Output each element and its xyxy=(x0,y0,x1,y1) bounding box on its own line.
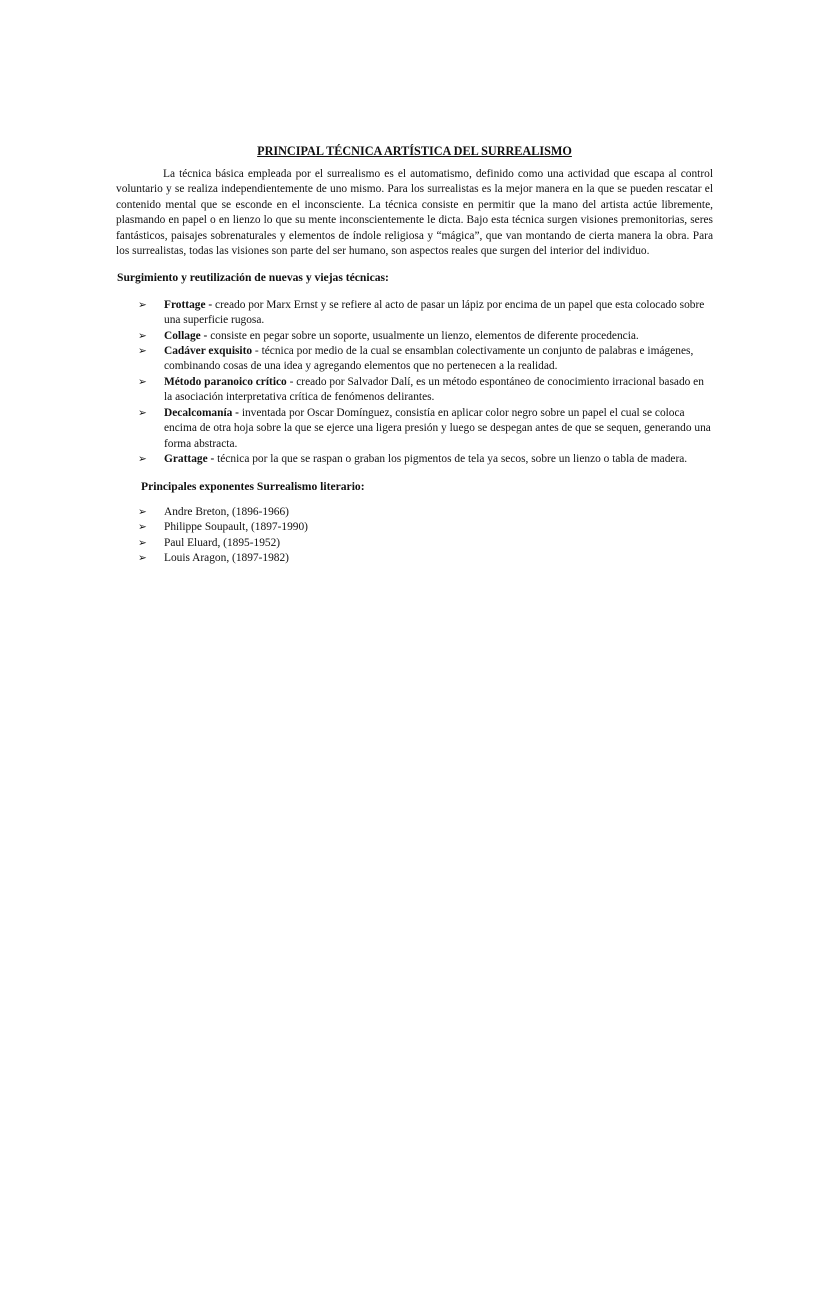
technique-description: - creado por Salvador Dalí, es un método espontáneo de conocimiento irracional basado en la asociación interpretativa crítica de fenómenos delirantes. xyxy=(164,375,704,404)
arrow-bullet-icon: ➢ xyxy=(138,406,147,419)
exponent-name: Paul Eluard, (1895-1952) xyxy=(164,536,281,549)
technique-item-metodo-paranoico xyxy=(116,375,713,406)
exponent-item xyxy=(116,505,713,520)
document-title: PRINCIPAL TÉCNICA ARTÍSTICA DEL SURREALISMO xyxy=(257,144,572,158)
technique-term: Grattage - xyxy=(164,452,215,465)
technique-term: Cadáver exquisito xyxy=(164,345,253,358)
technique-item-frottage xyxy=(116,298,713,329)
intro-paragraph: La técnica básica empleada por el surrealismo es el automatismo, definido como una actividad que escapa al control voluntario y se realiza independientemente de uno mismo. Para los surrealistas es la mejor manera en la que se pueden rescatar el contenido mental que se esconde en el inconsciente. La técnica consiste en permitir que la mano del artista actúe libremente, plasmando en papel o en lienzo lo que su mente inconscientemente le dicta. Bajo esta técnica surgen visiones premonitorias, seres fantásticos, paisajes sobrenaturales y elementos de índole religiosa y “mágica”, que van montando de cierta manera la obra. Para los surrealistas, todas las visiones son parte del ser humano, son aspectos reales que surgen del interior del individuo. xyxy=(116,168,713,258)
exponent-item xyxy=(116,551,713,566)
technique-item-grattage xyxy=(116,452,713,467)
exponent-item xyxy=(116,520,713,535)
arrow-bullet-icon: ➢ xyxy=(138,551,147,564)
technique-item-cadaver-exquisito xyxy=(116,344,713,375)
exponents-list xyxy=(116,505,713,567)
exponent-name: Philippe Soupault, (1897-1990) xyxy=(164,521,308,534)
technique-term: Frottage - xyxy=(164,298,213,311)
arrow-bullet-icon: ➢ xyxy=(138,329,147,342)
document-content xyxy=(116,143,713,566)
technique-term: Método paranoico crítico xyxy=(164,375,287,388)
technique-term: Collage - xyxy=(164,329,208,342)
techniques-heading: Surgimiento y reutilización de nuevas y viejas técnicas: xyxy=(117,271,389,285)
exponent-name: Andre Breton, (1896-1966) xyxy=(164,505,289,518)
technique-description: inventada por Oscar Domínguez, consistía en aplicar color negro sobre un papel el cual se coloca encima de otra hoja sobre la que se ejerce una ligera presión y luego se despegan antes de que se sequen, generando una forma abstracta. xyxy=(164,406,711,450)
arrow-bullet-icon: ➢ xyxy=(138,505,147,518)
technique-description: creado por Marx Ernst y se refiere al acto de pasar un lápiz por encima de un papel que esta colocado sobre una superficie rugosa. xyxy=(164,298,705,327)
arrow-bullet-icon: ➢ xyxy=(138,345,147,358)
arrow-bullet-icon: ➢ xyxy=(138,536,147,549)
arrow-bullet-icon: ➢ xyxy=(138,452,147,465)
technique-item-collage xyxy=(116,329,713,344)
technique-description: técnica por la que se raspan o graban los pigmentos de tela ya secos, sobre un lienzo o tabla de madera. xyxy=(214,452,688,465)
technique-description: consiste en pegar sobre un soporte, usualmente un lienzo, elementos de diferente procedencia. xyxy=(207,329,639,342)
arrow-bullet-icon: ➢ xyxy=(138,521,147,534)
arrow-bullet-icon: ➢ xyxy=(138,375,147,388)
technique-term: Decalcomanía - xyxy=(164,406,239,419)
technique-description: - técnica por medio de la cual se ensamblan colectivamente un conjunto de palabras e imágenes, combinando cosas de una idea y agregando elementos que no pertenecen a la realidad. xyxy=(164,345,694,373)
arrow-bullet-icon: ➢ xyxy=(138,298,147,311)
techniques-list xyxy=(116,298,713,467)
exponent-name: Louis Aragon, (1897-1982) xyxy=(164,551,289,564)
exponent-item xyxy=(116,536,713,551)
technique-item-decalcomania xyxy=(116,406,713,452)
exponents-heading: Principales exponentes Surrealismo literario: xyxy=(141,480,365,494)
